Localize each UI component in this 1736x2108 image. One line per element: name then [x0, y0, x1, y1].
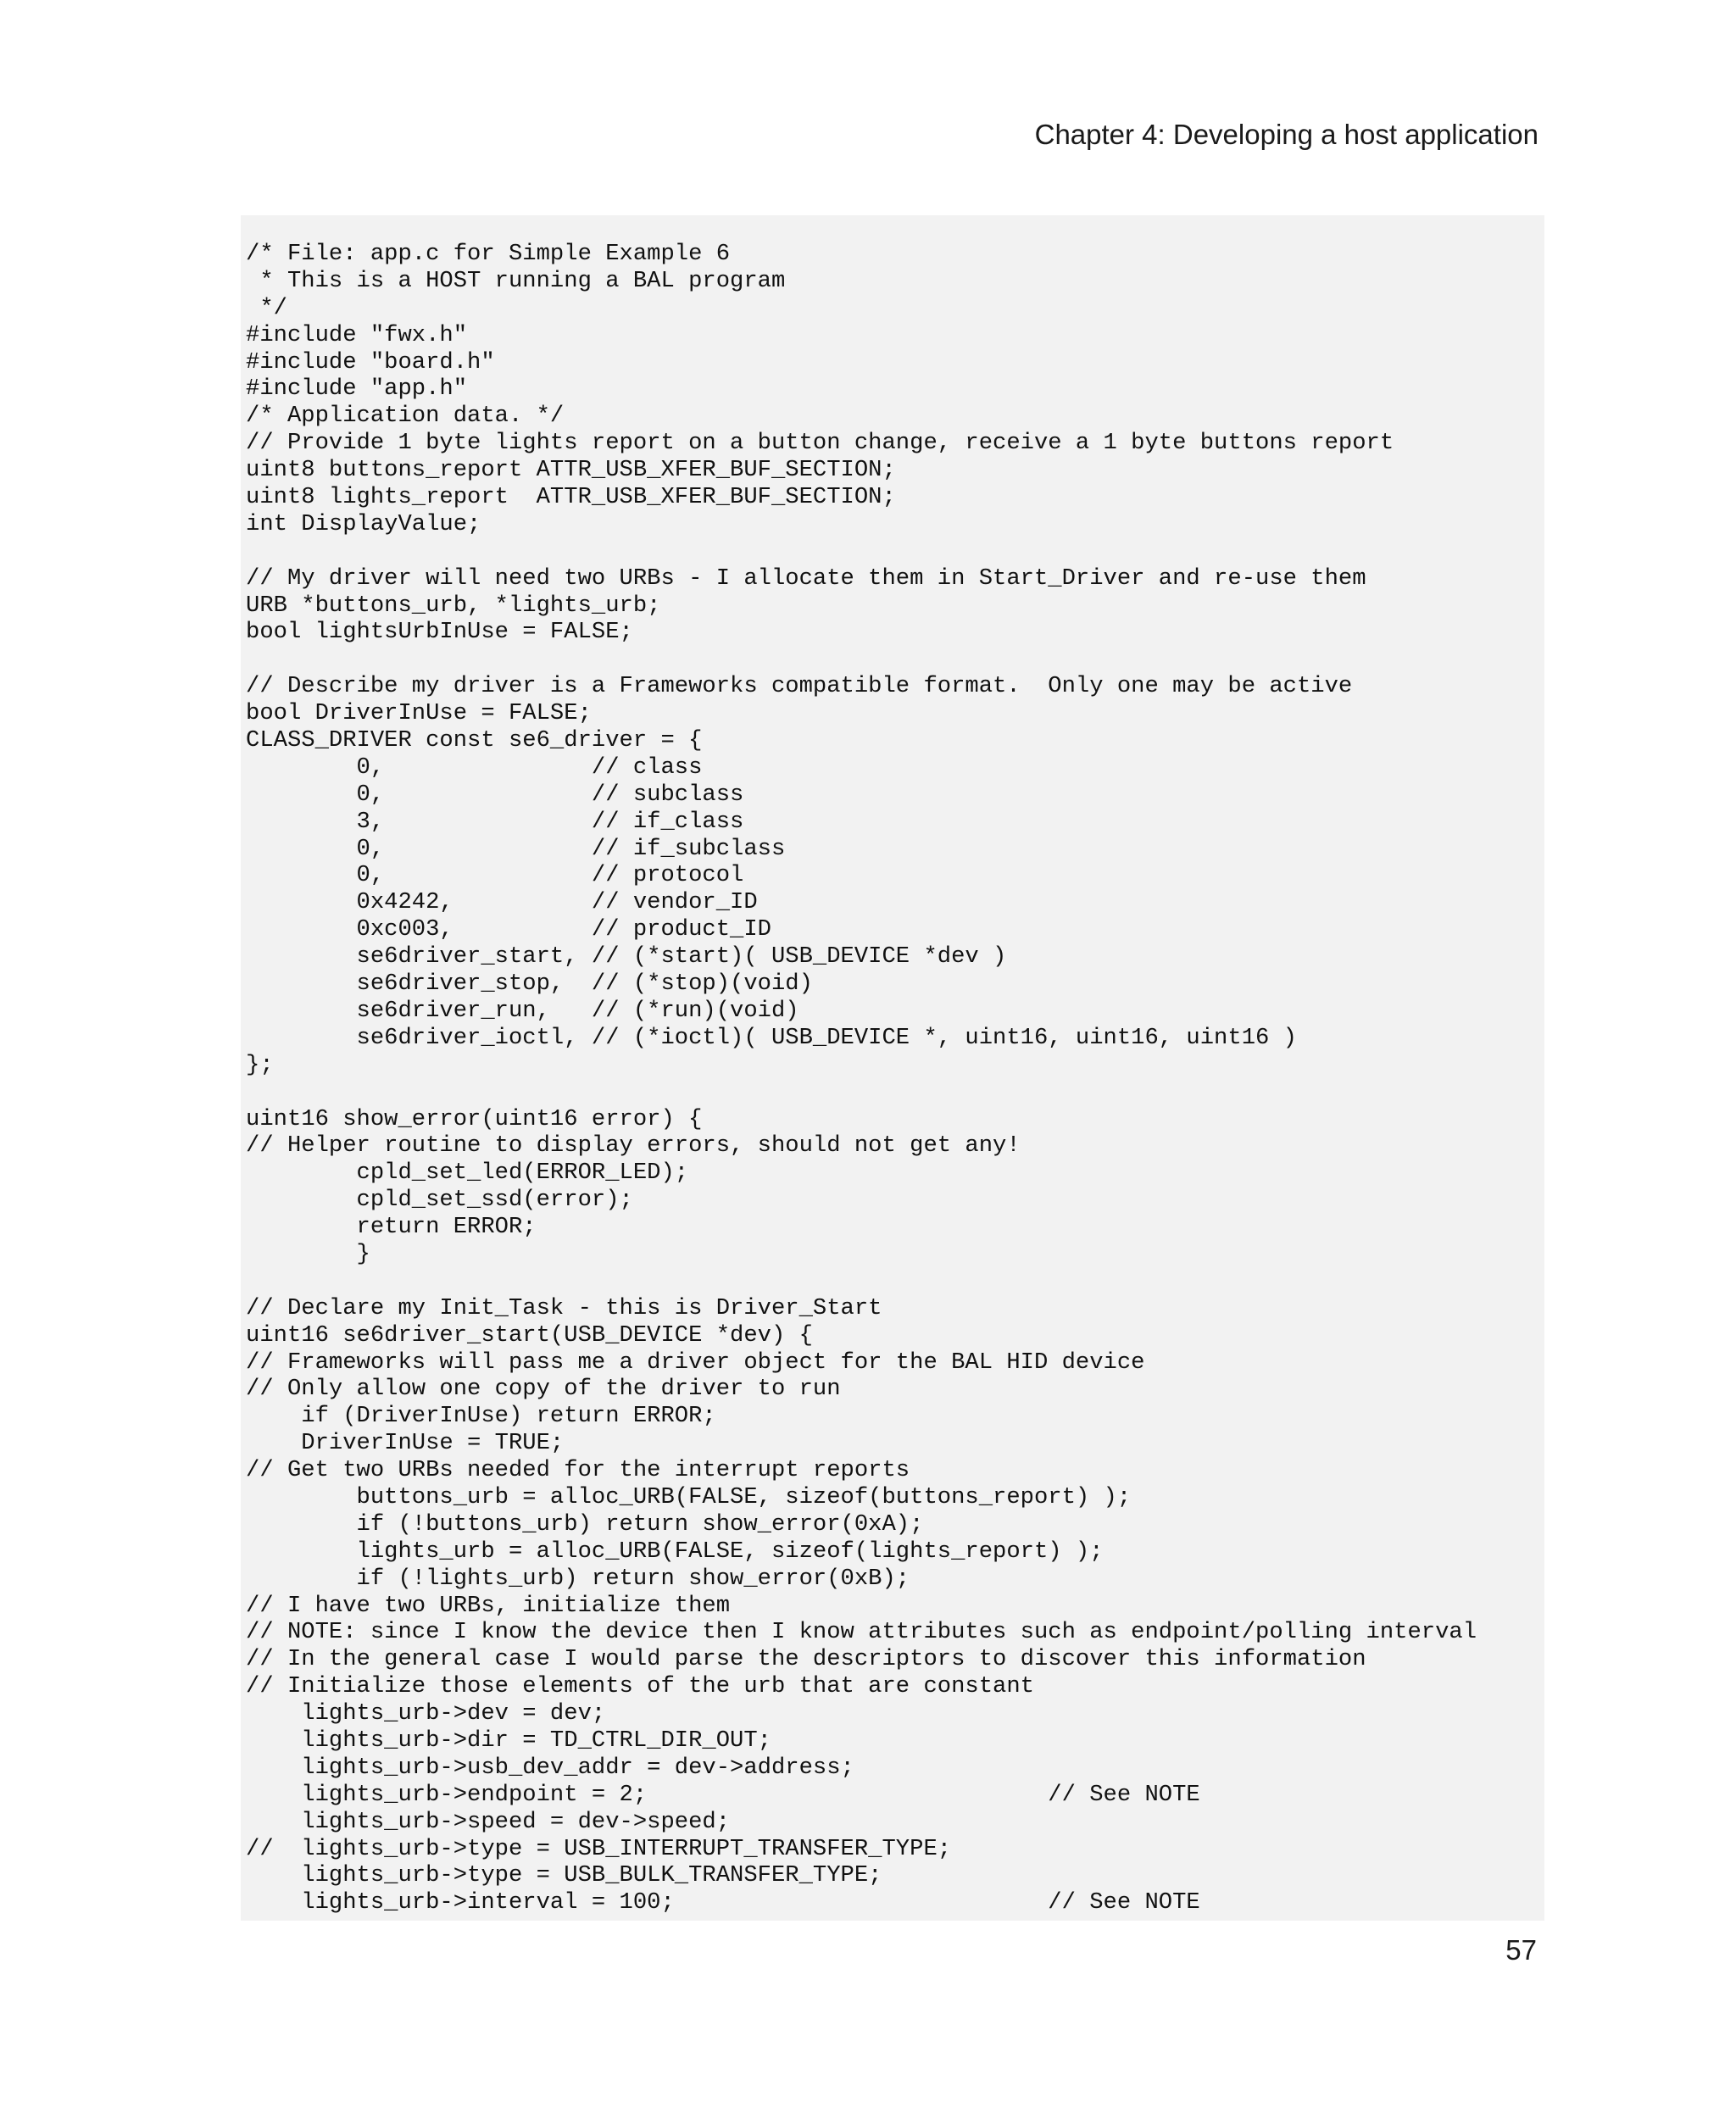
code-line: lights_urb->usb_dev_addr = dev->address; — [246, 1754, 854, 1781]
code-line: se6driver_start, // (*start)( USB_DEVICE *dev ) — [246, 943, 1007, 971]
code-line: se6driver_stop, // (*stop)(void) — [246, 971, 813, 998]
code-line: * This is a HOST running a BAL program — [246, 267, 786, 294]
code-line: // Initialize those elements of the urb that are constant — [246, 1673, 1034, 1700]
code-line: /* File: app.c for Simple Example 6 — [246, 241, 731, 267]
code-line: // NOTE: since I know the device then I know attributes such as endpoint/polling interval — [246, 1619, 1477, 1646]
code-listing — [241, 215, 1544, 1921]
code-line: // Get two URBs needed for the interrupt reports — [246, 1457, 910, 1484]
code-line: 0xc003, // product_ID — [246, 916, 771, 943]
code-line: #include "app.h" — [246, 375, 468, 403]
code-line: uint8 lights_report ATTR_USB_XFER_BUF_SECTION; — [246, 484, 896, 511]
code-line: // Frameworks will pass me a driver object for the BAL HID device — [246, 1349, 1145, 1376]
code-line: uint16 se6driver_start(USB_DEVICE *dev) { — [246, 1321, 813, 1349]
code-line: */ — [246, 294, 287, 321]
code-line: }; — [246, 1051, 274, 1078]
code-line: /* Application data. */ — [246, 403, 565, 430]
code-line: se6driver_run, // (*run)(void) — [246, 997, 799, 1024]
code-line: // In the general case I would parse the descriptors to discover this information — [246, 1646, 1366, 1673]
code-line: // My driver will need two URBs - I allocate them in Start_Driver and re-use them — [246, 565, 1366, 592]
code-line — [246, 538, 1544, 565]
code-line — [246, 1268, 1544, 1295]
code-line: se6driver_ioctl, // (*ioctl)( USB_DEVICE *, uint16, uint16, uint16 ) — [246, 1024, 1297, 1051]
code-line: #include "fwx.h" — [246, 321, 468, 348]
code-line: if (!lights_urb) return show_error(0xB); — [246, 1565, 910, 1592]
code-line: // Helper routine to display errors, should not get any! — [246, 1132, 1021, 1160]
code-line: lights_urb = alloc_URB(FALSE, sizeof(lights_report) ); — [246, 1538, 1104, 1565]
code-line: 0, // class — [246, 754, 703, 781]
code-line: cpld_set_led(ERROR_LED); — [246, 1160, 689, 1187]
code-line: 3, // if_class — [246, 808, 744, 835]
code-line: #include "board.h" — [246, 348, 495, 375]
code-line: buttons_urb = alloc_URB(FALSE, sizeof(buttons_report) ); — [246, 1483, 1132, 1510]
code-line: bool DriverInUse = FALSE; — [246, 700, 592, 727]
code-line: DriverInUse = TRUE; — [246, 1430, 565, 1457]
page-number: 57 — [1505, 1934, 1537, 1966]
code-line: lights_urb->type = USB_BULK_TRANSFER_TYPE; — [246, 1862, 882, 1889]
code-line: // Provide 1 byte lights report on a button change, receive a 1 byte buttons report — [246, 430, 1394, 457]
code-line: 0, // protocol — [246, 862, 744, 889]
code-line: } — [246, 1240, 370, 1267]
chapter-header: Chapter 4: Developing a host application — [1034, 119, 1538, 150]
code-line: lights_urb->dev = dev; — [246, 1700, 606, 1727]
code-line: int DisplayValue; — [246, 510, 481, 537]
code-line: // lights_urb->type = USB_INTERRUPT_TRANSFER_TYPE; — [246, 1835, 952, 1862]
code-line: 0, // if_subclass — [246, 835, 786, 862]
code-line: if (!buttons_urb) return show_error(0xA); — [246, 1510, 924, 1538]
code-line — [246, 646, 1544, 673]
code-line: uint8 buttons_report ATTR_USB_XFER_BUF_SECTION; — [246, 457, 896, 484]
code-line: // Declare my Init_Task - this is Driver_Start — [246, 1294, 882, 1321]
code-line: // I have two URBs, initialize them — [246, 1592, 731, 1619]
code-line: if (DriverInUse) return ERROR; — [246, 1403, 716, 1430]
code-line: CLASS_DRIVER const se6_driver = { — [246, 727, 703, 754]
code-line: 0x4242, // vendor_ID — [246, 889, 758, 916]
code-line: // Only allow one copy of the driver to run — [246, 1376, 841, 1403]
code-line: // Describe my driver is a Frameworks compatible format. Only one may be active — [246, 673, 1353, 700]
code-line: uint16 show_error(uint16 error) { — [246, 1105, 703, 1132]
code-line: return ERROR; — [246, 1214, 537, 1241]
code-line: lights_urb->dir = TD_CTRL_DIR_OUT; — [246, 1727, 771, 1754]
code-line: bool lightsUrbInUse = FALSE; — [246, 619, 633, 646]
code-line: cpld_set_ssd(error); — [246, 1187, 633, 1214]
code-line: lights_urb->interval = 100; // See NOTE — [246, 1889, 1200, 1916]
code-line: 0, // subclass — [246, 781, 744, 808]
code-line — [246, 1079, 1544, 1106]
code-line: lights_urb->speed = dev->speed; — [246, 1808, 731, 1835]
code-line: URB *buttons_urb, *lights_urb; — [246, 592, 661, 619]
code-line: lights_urb->endpoint = 2; // See NOTE — [246, 1781, 1200, 1808]
